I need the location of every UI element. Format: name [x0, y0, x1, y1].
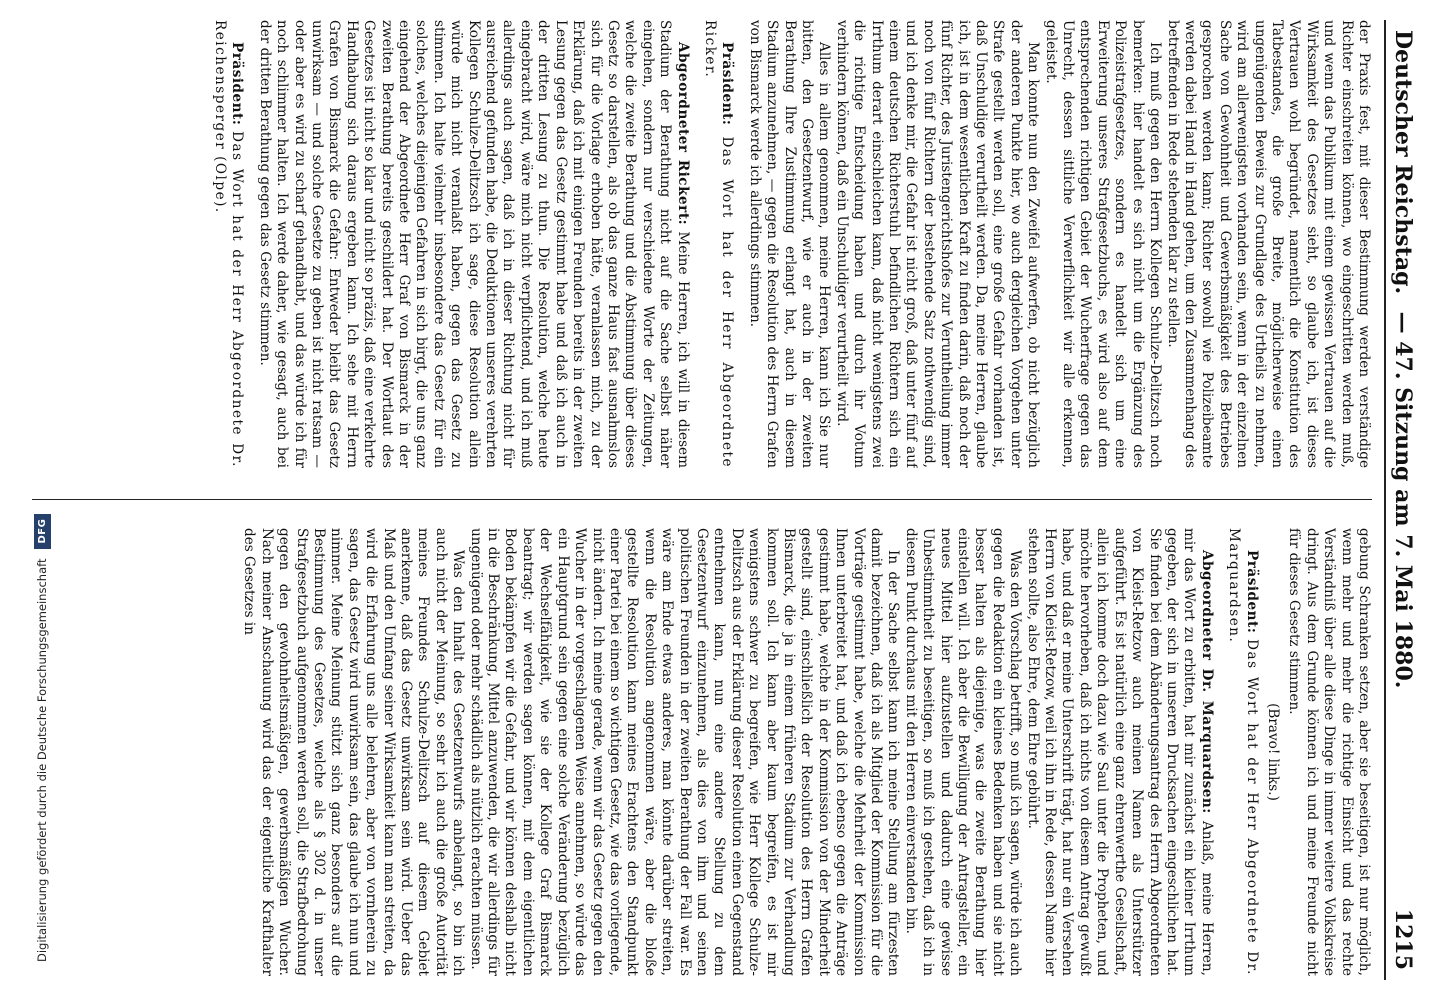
left-paragraph-2: Ich muß gegen den Herrn Kollegen Schulze-Delitzsch noch bemerken: hier handelt es sich nicht um die Ergänzung des Polizeistrafgesetzes, sondern es handelt sich um eine Erweiterung unseres Strafgesetzbuchs, es wird also auf dem entsprechenden richtigen Gebiet der Wucherfrage gegen das Unrecht, dessen sittliche Verwerflichkeit wir alle erkennen, geleistet.	[1042, 20, 1164, 468]
column-right	[32, 528, 1372, 976]
right-president-text: Das Wort hat der Herr Abgeordnete Dr. Marquardsen.	[1226, 528, 1260, 976]
right-president-line	[1225, 528, 1260, 976]
right-speaker-text: Anlaß, meine Herren, mir das Wort zu erbitten, hat mir zunächst ein kleiner Irrthum gegeben, der sich in unseren Drucksachen eingeschlichen hat. Sie finden bei dem Abänderungsantrag des Herrn Abgeordneten von Kleist-Retzow auch meinen Namen als Unterstützer aufgeführt. Es ist natürlich eine ganz ehrenwerthe Gesellschaft, allein ich komme doch dazu wie Saul unter die Propheten, und möchte hervorheben, daß ich nichts von diesem Antrag gewußt habe, und daß er meine Unterschrift trägt, hat nur ein Versehen Herrn von Kleist-Retzow, weil ich ihn in Rede, dessen Name hier stehen sollte, also Ehre, dem Ehre gebührt.	[1024, 528, 1215, 976]
president-2-label: Präsident:	[229, 42, 246, 126]
right-paragraph-1: gebung Schranken setzen, aber sie beseitigen, ist nur möglich, wenn mehr und mehr die richtige Einsicht und das rechte Verständniß über alle diese Dinge in immer weitere Volkskreise dringt. Aus dem Grunde können ich und meine Freunde nicht für dieses Gesetz stimmen.	[1286, 528, 1372, 976]
left-president-line	[701, 20, 736, 468]
column-divider	[32, 499, 1372, 500]
president-label: Präsident:	[719, 42, 736, 126]
right-speaker-label: Abgeordneter Dr. Marquardsen:	[1198, 550, 1215, 814]
left-speaker-2	[255, 20, 690, 468]
header-center	[1390, 20, 1416, 980]
left-president-line-2	[211, 20, 246, 468]
left-paragraph-4: Alles in allem genommen, meine Herren, kann ich Sie nur bitten, den Gesetzentwurf, wie er auch in der zweiten Berathung Ihre Zustimmung erlangt hat, auch in diesem Stadium anzunehmen, — gegen die Resolution des Herrn Grafen von Bismarck werde ich allerdings stimmen.	[746, 20, 833, 468]
left-paragraph-3: Man konnte nun den Zweifel aufwerfen, ob nicht bezüglich der anderen Punkte hier, wo auch dergleichen Vorgehen unter Strafe gestellt werden soll, eine große Gefahr vorhanden ist, daß Unschuldige verurtheilt werden. Da, meine Herren, glaube ich, ist in dem wesentlichen Kraft zu finden darin, daß noch der fünf Richter, des Juristengerichtshofes zur Veruntheilung immer noch von fünf Richtern der bestehende Satz nothwendig sind, und ich denke mir, die Gefahr ist nicht groß, daß unter fünf auf einem deutschen Richterstuhl befindlichen Richtern sich ein Irrthum derart einschleichen kann, daß nicht wenigstens zwei die richtige Entscheidung haben und durch ihr Votum verhindern können, daß ein Unschuldiger verurtheilt wird.	[833, 20, 1042, 468]
speaker-2-text: Meine Herren, ich will in diesem Stadium der Berathung nicht auf die Sache selbst näher eingehen, sondern nur verschiedene Worte der Zeitungen, welche die zweite Berathung und die Abstimmung über dieses Gesetz so darstellen, als ob das ganze Haus fast ausnahmslos sich für die Vorlage erhoben hätte, veranlassen mich, zu der Erklärung, daß ich mit einigen Freunden bereits in der zweiten Lesung gegen das Gesetz gestimmt habe und daß ich auch in der dritten Lesung zu thun. Die Resolution, welche heute eingebracht wird, wäre mich nicht verpflichtend, und ich muß allerdings auch sagen, daß ich in dieser Richtung nicht für ausreichend gefunden habe, die Deduktionen unseres verehrten Kollegen Schulze-Delitzsch ich sage, diese Resolution allein würde mich nicht veranlaßt haben, gegen das Gesetz zu stimmen. Ich halte vielmehr insbesondere das Gesetz für ein solches, welches diejenigen Gefahren in sich birgt, die uns ganz eingehend der Abgeordnete Herr Graf von Bismarck in der zweiten Berathung bereits geschildert hat. Der Wortlaut des Gesetzes ist nicht so klar und nicht so präzis, daß eine verkehrte Handhabung sich daraus ergeben kann. Ich sehe mit Herrn Grafen von Bismarck die Gefahr: Entweder bleibt das Gesetz unwirksam — und solche Gesetze zu geben ist nicht ratsam — oder aber es wird zu scharf gehandhabt, und das würde ich für noch schlimmer halten. Ich werde daher, wie gesagt, auch bei der dritten Berathung gegen das Gesetz stimmen.	[256, 20, 691, 468]
header-title: Deutscher Reichstag.	[1390, 30, 1416, 295]
column-left	[32, 20, 1372, 468]
right-paragraph-4: Was den Inhalt des Gesetzentwurfs anbelangt, so bin ich auch nicht der Meinung, so sehr ich auch die große Autorität meines Freundes Schulze-Delitzsch auf diesem Gebiet anerkenne, daß das Gesetz unwirksam sein wird. Ueber das Maß und den Umfang seiner Wirksamkeit kann man streiten, da wird die Erfahrung uns alle belehren, aber von vornherein zu sagen, das Gesetz wird unwirksam sein, das glaube ich nun und nimmer. Meine Meinung stützt sich ganz besonders auf die Bestimmung des Gesetzes, welche als § 302 d. in unser Strafgesetzbuch aufgenommen werden soll, die Strafbedrohung gegen den gewohnheitsmäßigen, gewerbsmäßigen Wucher. Nach meiner Anschauung wird das der eigentliche Krafthalter des Gesetzes in	[241, 528, 467, 976]
right-president-label: Präsident:	[1243, 550, 1260, 634]
digitization-credit	[30, 62, 54, 962]
header-session: 47. Sitzung am 7. Mai 1880.	[1390, 341, 1416, 689]
right-paragraph-2: Was den Vorschlag betrifft, so muß ich sagen, würde ich auch gegen die Redaktion ein kleines Bedenken haben und sie nicht besser halten als diejenige, was die zweite Berathung hier einstellen will. Ich aber die Bewilligung der Antragsteller, ein neues Mittel hier aufzustellen und dadurch eine gewisse Unbestimmtheit zu beseitigen, so muß ich gestehen, daß ich in diesem Punkt durchaus mit den Herren einverstanden bin.	[902, 528, 1024, 976]
dfg-logo: DFG	[34, 514, 51, 549]
applause-note: (Bravo! links.)	[1264, 703, 1281, 801]
right-speaker	[1023, 528, 1214, 976]
header-dash: —	[1390, 311, 1416, 334]
header-page-number: 1215	[1390, 908, 1416, 970]
right-paragraph-3: In der Sache selbst kann ich meine Stellung am fürzesten damit bezeichnen, daß ich als Mitglied der Kommission für die Vorträge gestimmt habe, welche die Mehrheit der Kommission Ihnen unterbreitet hat, und daß ich ebenso gegen die Anträge gestimmt habe, welche in der Kommission von der Minderheit gestellt sind, einschließlich der Resolution des Herrn Grafen Bismarck, die ja in einem früheren Stadium zur Verhandlung kommen soll. Ich kann aber kaum begreifen, es ist mir wenigstens schwer zu begreifen, wie Herr Kollege Schulze-Delitzsch aus der Erklärung dieser Resolution einen Gegenstand entnehmen kann, nun eine andere Stellung zu dem Gesetzentwurf einzunehmen, als dies von ihm und seinen politischen Freunden in der zweiten Berathung der Fall war. Es wäre am Ende etwas anderes, man könnte darüber streiten, wenn die Resolution angenommen wäre, aber die bloße gestellte Resolution kann meines Erachtens den Standpunkt einer Partei bei einem so wichtigen Gesetz, wie das vorliegende, nicht ändern. Ich meine gerade, wenn wir das Gesetz gegen den Wucher in der vorgeschlagenen Weise annehmen, so würde das ein Hauptgrund sein gegen eine solche Veränderung bezüglich der Wechselfähigkeit, wie sie der Kollege Graf Bismarck beantragt; wir werden sagen können, mit dem eigentlichen Boden bekämpfen wir die Gefahr, und wir können deshalb nicht in die Beschränkung, Mittel anzuwenden, die wir allerdings für ungenügend oder mehr schädlich als nützlich erachten müssen.	[467, 528, 902, 976]
page-header	[1384, 20, 1420, 980]
president-2-text: Das Wort hat der Herr Abgeordnete Dr. Reichensperger (Olpe).	[212, 20, 246, 468]
president-text: Das Wort hat der Herr Abgeordnete Ricker.	[701, 20, 736, 468]
credit-text: Digitalisierung gefördert durch die Deutsche Forschungsgemeinschaft	[35, 558, 49, 962]
left-paragraph-1: der Praxis fest, mit dieser Bestimmung werden verständige Richter einschreiten können, wo eingeschritten werden muß, und wenn das Publikum mit einem gewissen Vertrauen auf die Wirksamkeit des Gesetzes sieht, so glaube ich, ist dieses Vertrauen wohl begründet, namentlich die Konstitution des Tatbestandes, die große Breite, möglicherweise einen ungenügenden Beweis zur Grundlage des Urtheils zu nehmen, wird am allerwenigsten vorhanden sein, wenn in der einzelnen Sache von Gewohnheit und Gewerbsmäßigkeit des Betriebes gesprochen werden kann; Richter sowohl wie Polizeibeamte werden dabei Hand in Hand gehen, um den Zusammenhang des betreffenden in Rede stehenden klar zu stellen.	[1164, 20, 1372, 468]
speaker-2-label: Abgeordneter Rickert:	[674, 42, 691, 226]
